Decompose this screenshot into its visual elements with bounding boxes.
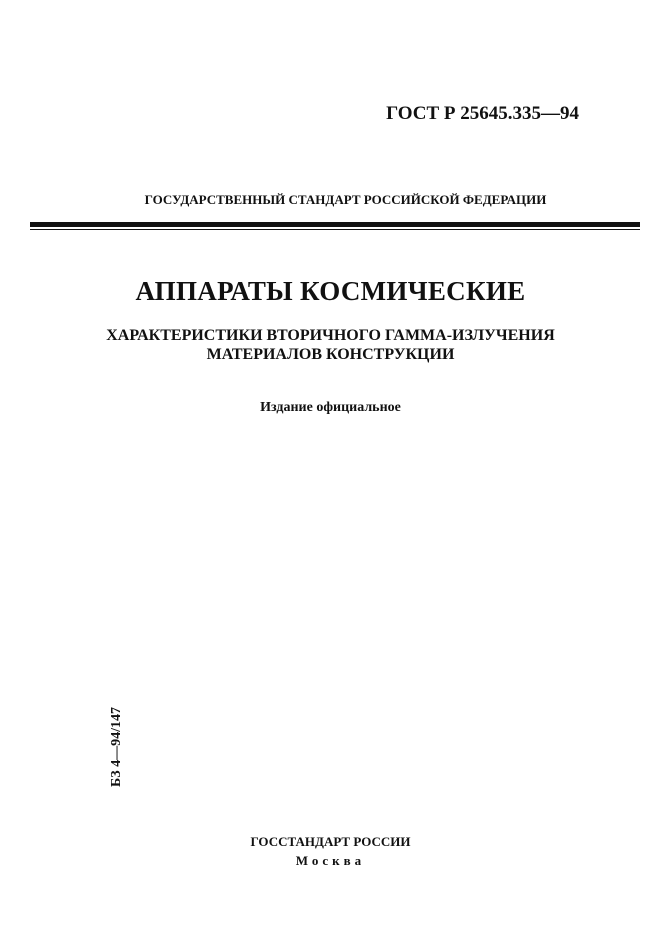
edition-label: Издание официальное — [260, 400, 401, 415]
page-subtitle — [0, 326, 661, 364]
state-standard-heading: ГОСУДАРСТВЕННЫЙ СТАНДАРТ РОССИЙСКОЙ ФЕДЕРАЦИИ — [144, 192, 547, 207]
subtitle-line-2: МАТЕРИАЛОВ КОНСТРУКЦИИ — [206, 346, 455, 363]
publisher-name: ГОССТАНДАРТ РОССИИ — [250, 834, 411, 849]
header-divider-thin — [30, 229, 640, 230]
publisher-city: Москва — [295, 853, 366, 868]
document-number: ГОСТ Р 25645.335—94 — [386, 103, 579, 124]
side-catalog-code: БЗ 4—94/147 — [109, 706, 124, 788]
page-title: АППАРАТЫ КОСМИЧЕСКИЕ — [135, 276, 526, 306]
header-divider-thick — [30, 222, 640, 227]
subtitle-line-1: ХАРАКТЕРИСТИКИ ВТОРИЧНОГО ГАММА-ИЗЛУЧЕНИЯ — [106, 327, 555, 344]
